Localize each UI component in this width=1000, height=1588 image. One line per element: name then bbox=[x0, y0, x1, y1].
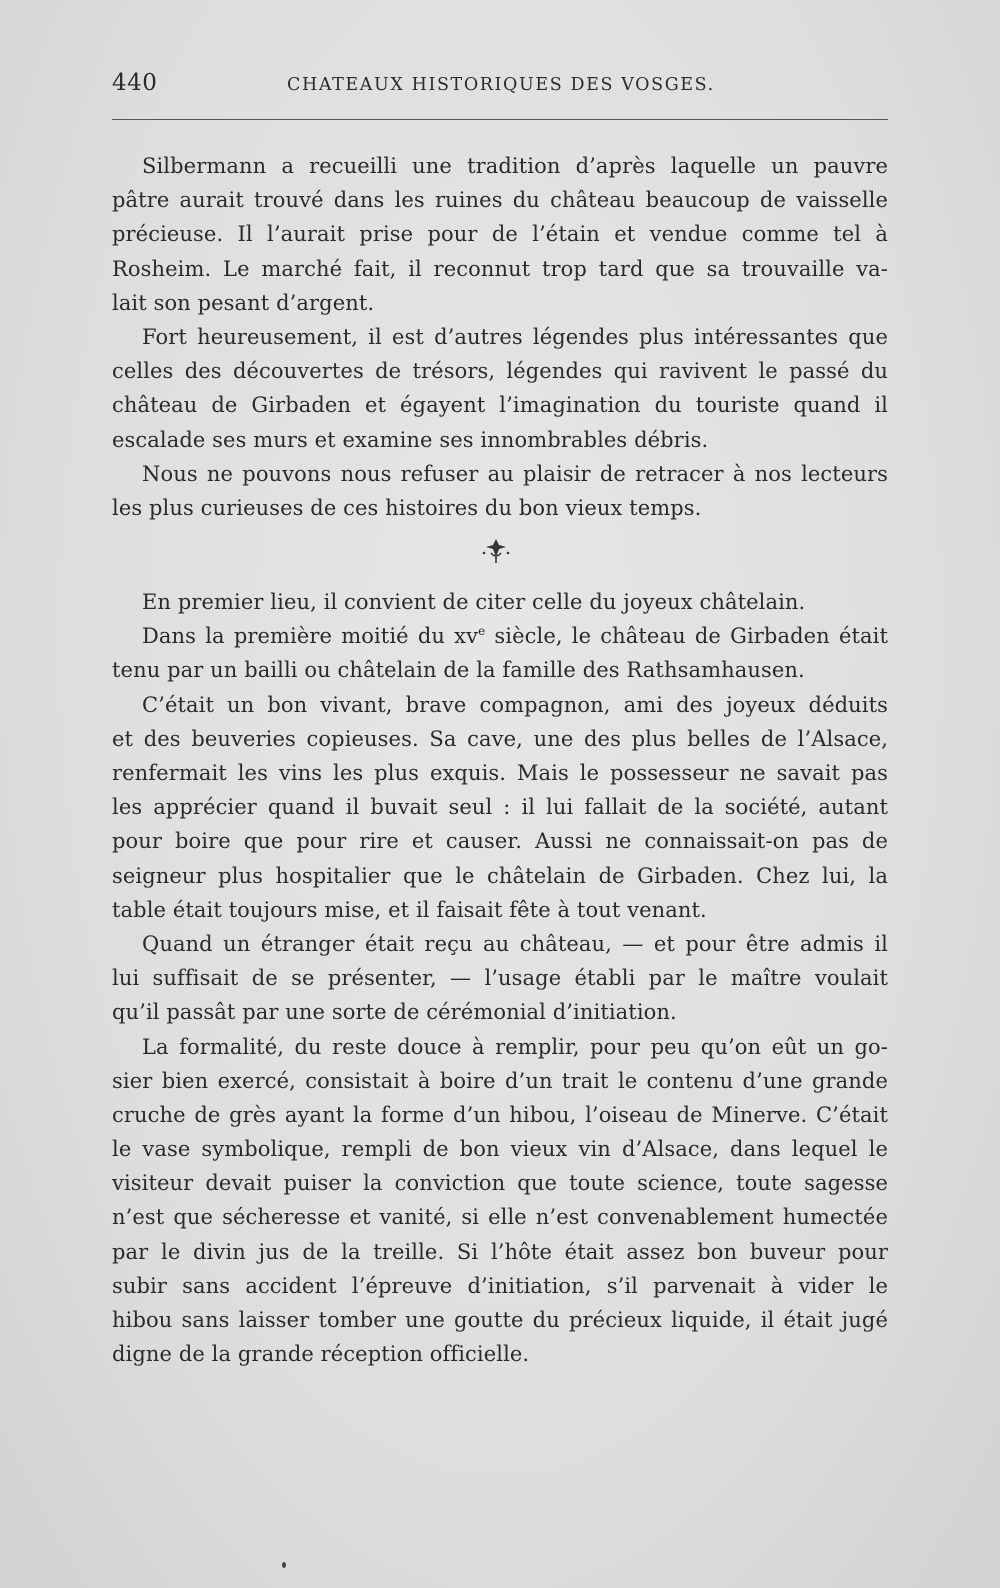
text-line: visiteur devait puiser la conviction que toute science, toute sagesse bbox=[112, 1171, 888, 1196]
text-line: Rosheim. Le marché fait, il reconnut trop tard que sa trouvaille va- bbox=[112, 256, 888, 281]
paragraph bbox=[112, 457, 888, 525]
running-title: CHATEAUX HISTORIQUES DES VOSGES. bbox=[287, 75, 715, 95]
page-header bbox=[112, 70, 892, 106]
text-line: escalade ses murs et examine ses innombrables débris. bbox=[112, 427, 709, 452]
text-line: cruche de grès ayant la forme d’un hibou, l’oiseau de Minerve. C’était bbox=[112, 1102, 888, 1127]
paragraph bbox=[112, 149, 888, 320]
text-line: La formalité, du reste douce à remplir, pour peu qu’on eût un go- bbox=[142, 1034, 888, 1059]
paragraph bbox=[112, 1030, 888, 1372]
text-line: lui suffisait de se présenter, — l’usage établi par le maître voulait bbox=[112, 966, 888, 991]
body-text bbox=[112, 149, 888, 1371]
text-line: En premier lieu, il convient de citer celle du joyeux châtelain. bbox=[142, 590, 806, 615]
paragraph bbox=[112, 320, 888, 457]
text-line: pour boire que pour rire et causer. Aussi ne connaissait-on pas de bbox=[112, 829, 888, 854]
text-line: Quand un étranger était reçu au château, — et pour être admis il bbox=[142, 931, 888, 956]
text-line: Silbermann a recueilli une tradition d’après laquelle un pauvre bbox=[142, 154, 888, 178]
fleuron-ornament-icon bbox=[480, 535, 512, 567]
header-rule bbox=[112, 119, 888, 120]
text-line: les plus curieuses de ces histoires du bon vieux temps. bbox=[112, 495, 702, 520]
text-line: le vase symbolique, rempli de bon vieux vin d’Alsace, dans lequel le bbox=[112, 1137, 888, 1162]
text-fragment: Dans la première moitié du xv bbox=[142, 624, 479, 649]
text-line: celles des découvertes de trésors, légendes qui ravivent le passé du bbox=[112, 359, 888, 384]
text-line: sier bien exercé, consistait à boire d’un trait le contenu d’une grande bbox=[112, 1068, 888, 1093]
paragraph bbox=[112, 688, 888, 927]
page-number: 440 bbox=[112, 70, 158, 96]
text-line: par le divin jus de la treille. Si l’hôte était assez bon buveur pour bbox=[112, 1239, 888, 1264]
text-fragment: siècle, le château de Girbaden était bbox=[485, 624, 888, 649]
text-line: C’était un bon vivant, brave compagnon, ami des joyeux déduits bbox=[142, 692, 888, 717]
text-line: hibou sans laisser tomber une goutte du précieux liquide, il était jugé bbox=[112, 1308, 888, 1332]
text-line: et des beuveries copieuses. Sa cave, une des plus belles de l’Alsace, bbox=[112, 726, 888, 751]
section-ornament bbox=[112, 525, 888, 585]
superscript-e: e bbox=[478, 624, 486, 639]
paragraph bbox=[112, 619, 888, 687]
text-line bbox=[112, 619, 888, 653]
text-line: Nous ne pouvons nous refuser au plaisir de retracer à nos lecteurs bbox=[142, 461, 888, 486]
text-line: n’est que sécheresse et vanité, si elle n’est convenablement humectée bbox=[112, 1205, 888, 1230]
text-line: Fort heureusement, il est d’autres légendes plus intéressantes que bbox=[142, 324, 888, 349]
text-line: les apprécier quand il buvait seul : il lui fallait de la société, autant bbox=[112, 795, 888, 820]
text-line: château de Girbaden et égayent l’imagination du touriste quand il bbox=[112, 393, 888, 418]
paragraph bbox=[112, 927, 888, 1030]
text-line: tenu par un bailli ou châtelain de la famille des Rathsamhausen. bbox=[112, 658, 805, 683]
text-line: pâtre aurait trouvé dans les ruines du château beaucoup de vaisselle bbox=[112, 188, 888, 213]
text-line: digne de la grande réception officielle. bbox=[112, 1342, 530, 1367]
text-line: précieuse. Il l’aurait prise pour de l’étain et vendue comme tel à bbox=[112, 222, 888, 247]
text-line: renfermait les vins les plus exquis. Mais le possesseur ne savait pas bbox=[112, 761, 888, 785]
text-line: subir sans accident l’épreuve d’initiation, s’il parvenait à vider le bbox=[112, 1273, 888, 1298]
paper-speck bbox=[282, 1562, 286, 1568]
paragraph bbox=[112, 585, 888, 619]
text-line: qu’il passât par une sorte de cérémonial d’initiation. bbox=[112, 1000, 677, 1025]
text-line: table était toujours mise, et il faisait fête à tout venant. bbox=[112, 897, 707, 922]
text-line: lait son pesant d’argent. bbox=[112, 290, 375, 315]
text-line: seigneur plus hospitalier que le châtelain de Girbaden. Chez lui, la bbox=[112, 863, 888, 888]
